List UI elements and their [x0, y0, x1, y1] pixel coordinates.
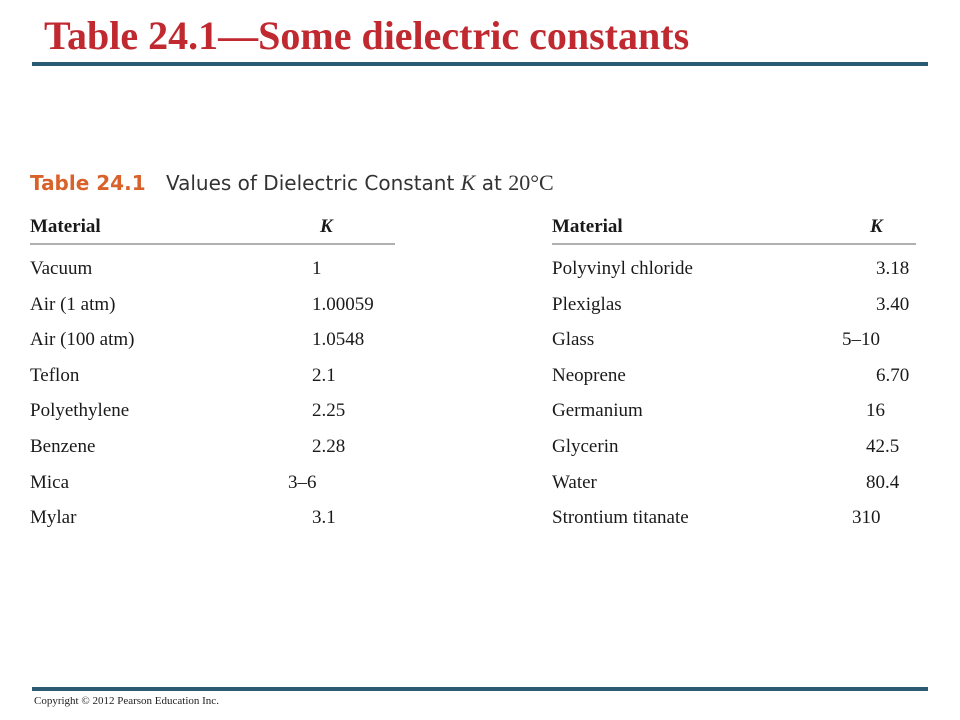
right-row-6-k-value: 42.5 [866, 436, 900, 457]
right-row-4-k-value: 6.70 [876, 364, 910, 386]
right-row-5-k-value: 16 [866, 400, 885, 422]
right-row-3-material: Glass [552, 329, 595, 351]
left-row-8-k-value: 3.1 [312, 507, 336, 529]
right-row-7-k-value: 80.4 [866, 471, 900, 493]
left-row-2-k-value: 1.00059 [312, 293, 374, 315]
right-row-8-material: Strontium titanate [552, 507, 689, 529]
right-row-8-k-value: 310 [852, 507, 881, 529]
left-row-2-material: Air (1 atm) [30, 293, 116, 315]
table-caption-at: at [481, 171, 502, 195]
copyright-text: Copyright © 2012 Pearson Education Inc. [34, 695, 219, 707]
left-row-4-k-value: 2.1 [312, 364, 336, 386]
table-caption-temperature: 20°C [508, 170, 554, 195]
right-row-2-k-value: 3.40 [876, 293, 910, 315]
right-row-5-material: Germanium [552, 400, 643, 422]
footer-divider [32, 687, 928, 691]
left-row-7-material: Mica [30, 471, 70, 493]
left-row-1-material: Vacuum [30, 258, 93, 279]
left-row-5-k-value: 2.25 [312, 400, 346, 422]
left-row-4-material: Teflon [30, 364, 80, 386]
right-row-7-material: Water [552, 471, 597, 493]
left-header-rule [30, 243, 395, 245]
left-header-k: K [320, 216, 333, 237]
left-row-3-k-value: 1.0548 [312, 329, 365, 351]
table-caption-text: Values of Dielectric Constant [165, 171, 455, 195]
table-caption-symbol: K [460, 170, 476, 195]
left-row-6-k-value: 2.28 [312, 436, 346, 457]
left-row-3-material: Air (100 atm) [30, 329, 135, 351]
right-row-2-material: Plexiglas [552, 293, 622, 315]
title-divider [32, 62, 928, 66]
right-row-3-k-value: 5–10 [842, 329, 880, 351]
right-row-1-material: Polyvinyl chloride [552, 258, 693, 279]
right-row-6-material: Glycerin [552, 436, 619, 457]
left-row-7-k-value: 3–6 [288, 471, 317, 493]
left-row-5-material: Polyethylene [30, 400, 130, 422]
right-row-1-k-value: 3.18 [876, 258, 910, 279]
left-row-8-material: Mylar [30, 507, 77, 529]
slide-title: Table 24.1—Some dielectric constants [44, 13, 690, 58]
right-row-4-material: Neoprene [552, 364, 626, 386]
left-row-6-material: Benzene [30, 436, 96, 457]
left-row-1-k-value: 1 [312, 258, 322, 279]
left-header-material: Material [30, 216, 101, 237]
right-header-k: K [870, 216, 883, 237]
right-header-rule [552, 243, 916, 245]
right-header-material: Material [552, 216, 623, 237]
table-caption-label: Table 24.1 [30, 171, 146, 195]
table-caption [30, 170, 554, 196]
